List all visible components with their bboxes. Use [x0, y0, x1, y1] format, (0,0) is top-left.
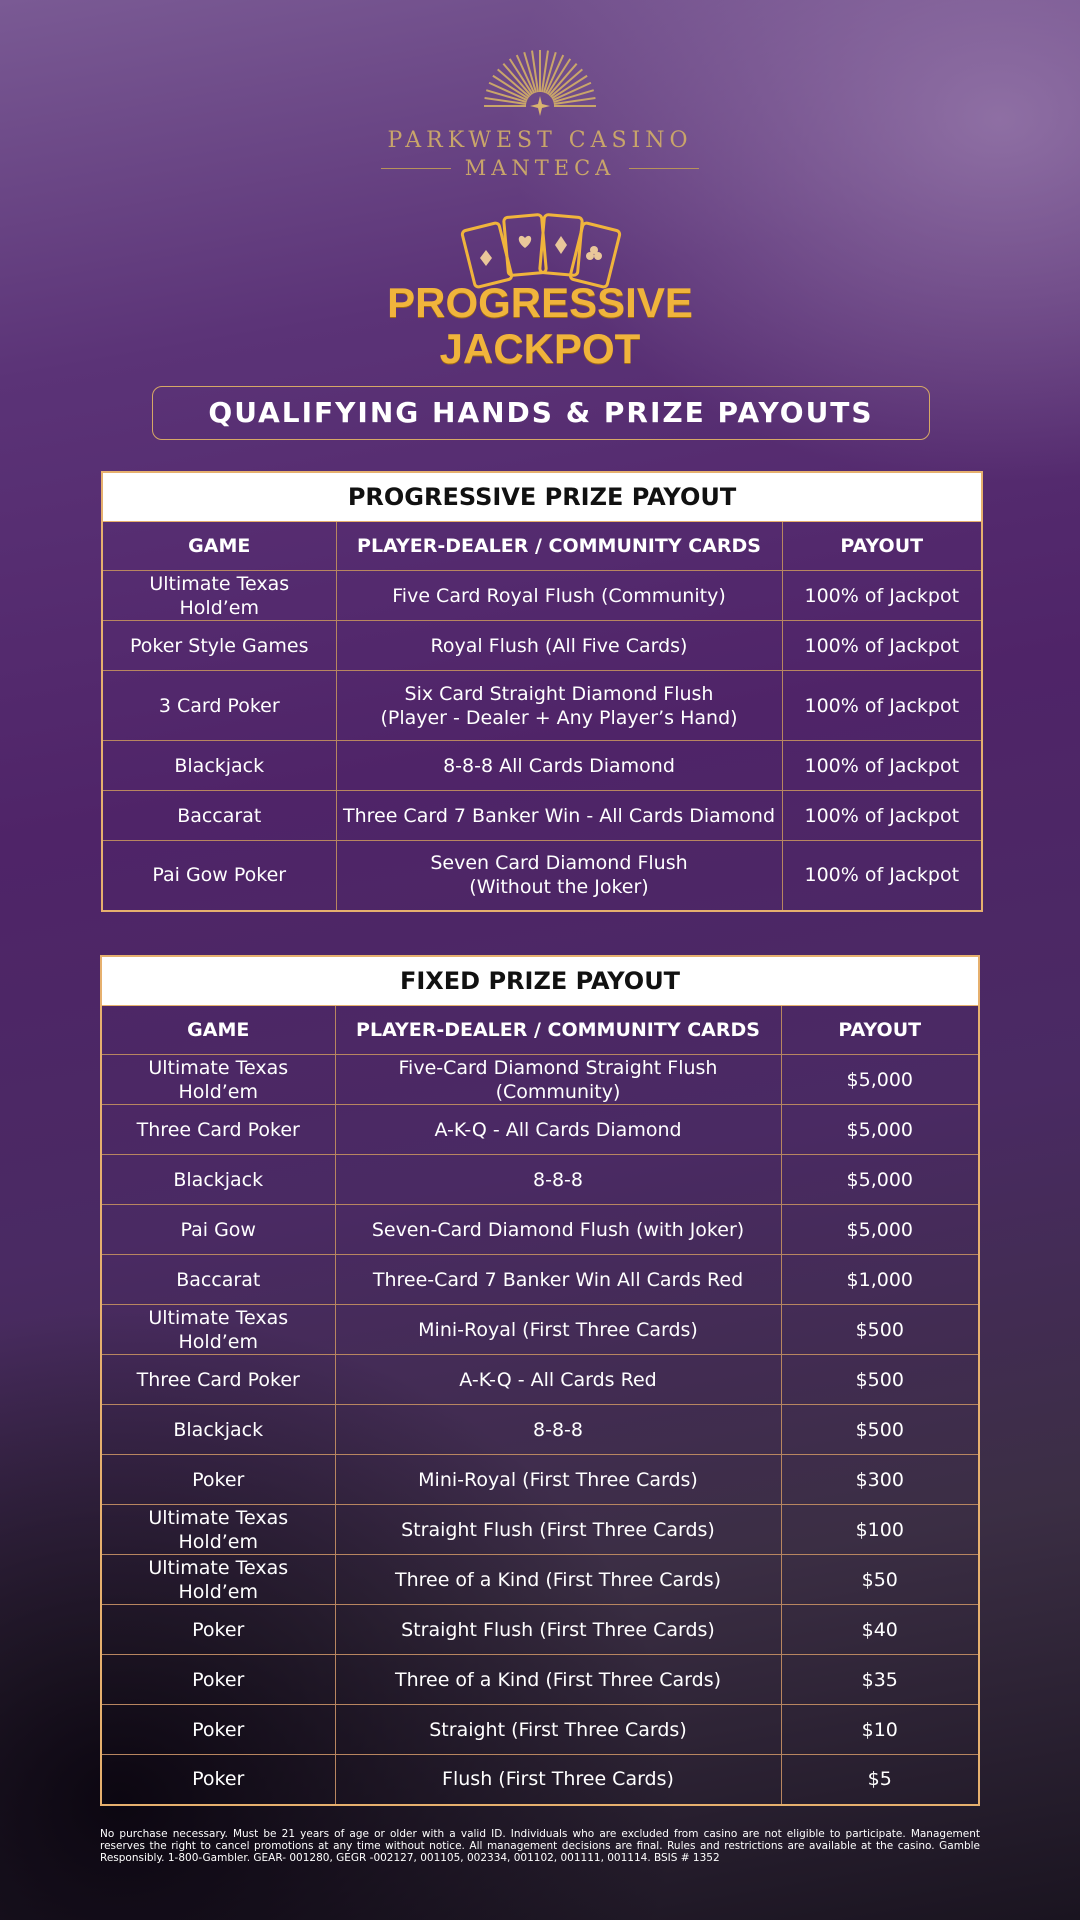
table-row: [101, 1505, 979, 1555]
cell-game: Baccarat: [102, 791, 336, 841]
table-row: [101, 1455, 979, 1505]
cell-game: Ultimate Texas Hold’em: [102, 571, 336, 621]
cell-cards: Five Card Royal Flush (Community): [336, 571, 782, 621]
cell-game: Poker Style Games: [102, 621, 336, 671]
cell-game: Blackjack: [101, 1405, 335, 1455]
cell-game: Ultimate Texas Hold’em: [101, 1555, 335, 1605]
cell-cards: Five-Card Diamond Straight Flush (Community): [335, 1055, 781, 1105]
table-row: [101, 1305, 979, 1355]
cell-payout: $5,000: [781, 1155, 979, 1205]
cell-cards: Three Card 7 Banker Win - All Cards Diamond: [336, 791, 782, 841]
table-row: [101, 1555, 979, 1605]
cell-cards: Straight Flush (First Three Cards): [335, 1505, 781, 1555]
jackpot-title-line2: JACKPOT: [439, 325, 641, 372]
cell-game: Poker: [101, 1755, 335, 1805]
cell-payout: $50: [781, 1555, 979, 1605]
cell-cards: A-K-Q - All Cards Diamond: [335, 1105, 781, 1155]
table-row: [102, 791, 982, 841]
table-row: [101, 1205, 979, 1255]
cell-game: Poker: [101, 1655, 335, 1705]
cell-cards: Three of a Kind (First Three Cards): [335, 1655, 781, 1705]
cell-game: Pai Gow Poker: [102, 841, 336, 911]
column-header-game: GAME: [101, 1006, 335, 1055]
table-row: [101, 1105, 979, 1155]
table-row: [102, 841, 982, 911]
cell-payout: $5,000: [781, 1205, 979, 1255]
table-row: [102, 741, 982, 791]
cell-payout: 100% of Jackpot: [782, 671, 982, 741]
cell-game: Poker: [101, 1455, 335, 1505]
table-row: [101, 1355, 979, 1405]
cell-payout: 100% of Jackpot: [782, 791, 982, 841]
cell-payout: $5,000: [781, 1055, 979, 1105]
table-row: [102, 671, 982, 741]
table-title: PROGRESSIVE PRIZE PAYOUT: [102, 472, 982, 522]
cell-game: Ultimate Texas Hold’em: [101, 1505, 335, 1555]
cell-payout: $35: [781, 1655, 979, 1705]
cell-cards: Mini-Royal (First Three Cards): [335, 1305, 781, 1355]
cell-cards: Mini-Royal (First Three Cards): [335, 1455, 781, 1505]
cell-payout: $10: [781, 1705, 979, 1755]
table-title: FIXED PRIZE PAYOUT: [101, 956, 979, 1006]
table-row: [101, 1405, 979, 1455]
cell-cards: Royal Flush (All Five Cards): [336, 621, 782, 671]
table-row: [101, 1705, 979, 1755]
table-row: [101, 1055, 979, 1105]
column-header-payout: PAYOUT: [782, 522, 982, 571]
cell-game: Poker: [101, 1605, 335, 1655]
cell-payout: $500: [781, 1405, 979, 1455]
column-header-cards: PLAYER-DEALER / COMMUNITY CARDS: [336, 522, 782, 571]
cell-cards: 8-8-8: [335, 1405, 781, 1455]
fan-emblem-icon: [480, 50, 600, 120]
cell-payout: 100% of Jackpot: [782, 841, 982, 911]
cell-game: Three Card Poker: [101, 1105, 335, 1155]
cell-payout: $500: [781, 1305, 979, 1355]
table-row: [101, 1605, 979, 1655]
table-row: [101, 1155, 979, 1205]
divider: [381, 168, 451, 169]
casino-logo: [0, 50, 1080, 180]
divider: [629, 168, 699, 169]
cell-game: Pai Gow: [101, 1205, 335, 1255]
progressive-payout-table: [101, 471, 983, 912]
cell-game: Ultimate Texas Hold’em: [101, 1055, 335, 1105]
disclaimer-text: No purchase necessary. Must be 21 years of age or older with a valid ID. Individuals who are excluded from casino are not eligible to participate. Management reserves the right to cancel promotions at any time without notice. All management decisions are final. Rules and restrictions are available at the casino. Gamble Responsibly. 1-800-Gambler. GEAR- 001280, GEGR -002127, 001105, 002334, 001102, 001111, 001114. BSIS # 1352: [100, 1828, 980, 1864]
cell-payout: $500: [781, 1355, 979, 1405]
cell-cards: Six Card Straight Diamond Flush (Player - Dealer + Any Player’s Hand): [336, 671, 782, 741]
column-header-cards: PLAYER-DEALER / COMMUNITY CARDS: [335, 1006, 781, 1055]
table-row: [101, 1755, 979, 1805]
cell-payout: $100: [781, 1505, 979, 1555]
cell-payout: 100% of Jackpot: [782, 621, 982, 671]
cell-payout: $5: [781, 1755, 979, 1805]
cell-cards: Seven Card Diamond Flush (Without the Joker): [336, 841, 782, 911]
casino-location: MANTECA: [464, 156, 616, 180]
table-row: [101, 1655, 979, 1705]
cell-payout: $300: [781, 1455, 979, 1505]
cell-game: 3 Card Poker: [102, 671, 336, 741]
table-row: [102, 571, 982, 621]
cell-game: Poker: [101, 1705, 335, 1755]
jackpot-title-line1: PROGRESSIVE: [387, 279, 693, 326]
column-header-payout: PAYOUT: [781, 1006, 979, 1055]
cell-cards: Three of a Kind (First Three Cards): [335, 1555, 781, 1605]
table-row: [102, 621, 982, 671]
jackpot-title: [0, 280, 1080, 372]
fixed-payout-table: [100, 955, 980, 1806]
cell-payout: $1,000: [781, 1255, 979, 1305]
cell-cards: Three-Card 7 Banker Win All Cards Red: [335, 1255, 781, 1305]
table-row: [101, 1255, 979, 1305]
column-header-game: GAME: [102, 522, 336, 571]
casino-name: PARKWEST CASINO: [387, 128, 693, 153]
cell-payout: 100% of Jackpot: [782, 741, 982, 791]
cell-game: Three Card Poker: [101, 1355, 335, 1405]
cell-cards: Flush (First Three Cards): [335, 1755, 781, 1805]
cell-payout: 100% of Jackpot: [782, 571, 982, 621]
qualifying-hands-banner: QUALIFYING HANDS & PRIZE PAYOUTS: [152, 386, 930, 440]
cell-cards: Straight (First Three Cards): [335, 1705, 781, 1755]
cell-game: Blackjack: [101, 1155, 335, 1205]
cell-game: Blackjack: [102, 741, 336, 791]
cell-payout: $5,000: [781, 1105, 979, 1155]
cell-cards: Straight Flush (First Three Cards): [335, 1605, 781, 1655]
cell-cards: A-K-Q - All Cards Red: [335, 1355, 781, 1405]
cell-cards: 8-8-8 All Cards Diamond: [336, 741, 782, 791]
cell-game: Ultimate Texas Hold’em: [101, 1305, 335, 1355]
cell-payout: $40: [781, 1605, 979, 1655]
cell-cards: Seven-Card Diamond Flush (with Joker): [335, 1205, 781, 1255]
cell-cards: 8-8-8: [335, 1155, 781, 1205]
cell-game: Baccarat: [101, 1255, 335, 1305]
